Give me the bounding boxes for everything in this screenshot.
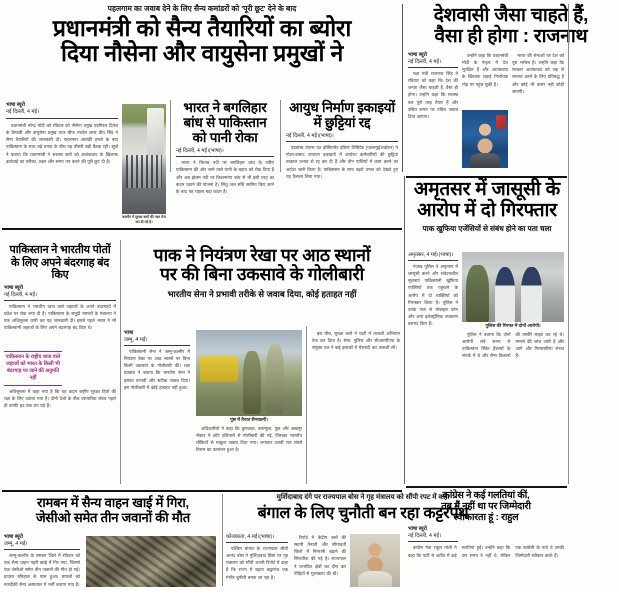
rajnath-col3: [512, 52, 564, 170]
loc-col1-body: पाकिस्तानी सेना ने जम्मू-कश्मीर में नियंत्रण रेखा पर आठ स्थानों पर बिना किसी उकसावे के गोलीबारी की। रक्षा प्रवक्ता ने बताया कि भारतीय सेना ने इसका प्रभावी और सटीक जवाब दिया। इस गोलीबारी में कोई हताहत नहीं हुआ।: [124, 349, 190, 390]
baglihar-body: भारत ने चिनाब नदी पर बगलिहार बांध के जरिए पाकिस्तान की ओर जाने वाले पानी के बहाव को रोक दिया है और अब झेलम नदी पर किशनगंगा बांध से भी इसी तरह का कदम उठाने की योजना है। सिंधु जल संधि स्थगित किए जाने के बाद यह पहला बड़ा कदम है।: [176, 160, 274, 194]
lead-headline-line2: दिया नौसेना और वायुसेना प्रमुखों ने: [60, 39, 344, 66]
ports-story: [4, 244, 116, 468]
divider-loc-col3: [306, 326, 307, 484]
lead-photo-caption: कश्मीर में सुरक्षा बलों की गश्त तेज कर दी गई है।: [122, 215, 166, 224]
baglihar-byline: नई दिल्ली, 4 मई।(भाषा)।: [176, 148, 224, 155]
amritsar-photo-caption: पुलिस की गिरफ्त में दोनों आरोपी।: [485, 323, 541, 328]
ordnance-byline: नई दिल्ली, 4 मई।(भाषा)।: [286, 133, 334, 140]
bengal-col2-body: रिपोर्ट में केंद्रीय बलों की स्थायी तैनाती और सीमावर्ती जिलों में निगरानी बढ़ाने की सिफारिश की गई है। राज्यपाल ने प्रभावित क्षेत्रों का दौरा कर पीड़ितों से मुलाकात की थी।: [294, 535, 346, 576]
rajnath-byline-place: नई दिल्ली, 4 मई।: [408, 59, 441, 66]
rajnath-col3-body: भारत की सेनाओं पर देश को पूरा भरोसा है। उन्होंने कहा कि सरकार आतंकवाद को जड़ से समाप्त करने के लिए प्रतिबद्ध है और कोई भी कसर नहीं छोड़ी जाएगी।: [512, 53, 564, 94]
loc-col3-body: इस बीच, सुरक्षा बलों ने घाटी में तलाशी अभियान तेज कर दिया है। सेना, पुलिस और सीआरपीएफ के संयुक्त दल ने कई इलाकों में घेराबंदी कर तलाशी ली।: [312, 331, 400, 351]
lead-kicker: पहलगाम का जवाब देने के लिए सैन्य कमांडरों को 'पूरी छूट' देने के बाद: [107, 4, 297, 13]
ramban-headline-line2: जेसीओ समेत तीन जवानों की मौत: [35, 509, 191, 525]
channel-logo-icon: [496, 115, 506, 129]
bengal-headline: बंगाल के लिए चुनौती बन रहा कट्टरपंथ: [257, 504, 469, 522]
bengal-col1: [226, 534, 288, 593]
bengal-col1-body: पश्चिम बंगाल के राज्यपाल सीवी आनंद बोस ने मुर्शिदाबाद हिंसा पर गृह मंत्रालय को सौंपी अपनी रिपोर्ट में कहा है कि राज्य में बढ़ता कट्टरपंथ एक गंभीर चुनौती बनता जा रहा है।: [226, 546, 288, 580]
lead-photo: [122, 104, 166, 214]
bengal-byline: कोलकाता, 4 मई।(भाषा)।: [226, 534, 275, 540]
ports-callout-box: [4, 351, 62, 386]
lead-text-column: [6, 102, 118, 240]
ramban-story: [4, 496, 222, 525]
soldier-figure-1: [243, 351, 261, 415]
ordnance-headline: आयुध निर्माण इकाइयों में छुट्टियां रद्द: [289, 100, 395, 131]
loc-col2-body: अधिकारियों ने कहा कि कुपवाड़ा, बारामूला, पुंछ और अखनूर सेक्टर में छोटे हथियारों से गोलीबारी की गई, जिसका भारतीय चौकियों से माकूल जवाब दिया गया। लगातार दसवीं रात संघर्ष विराम का उल्लंघन हुआ है।: [196, 425, 302, 453]
lead-headline-line1: प्रधानमंत्री को सैन्य तैयारियों का ब्योरा: [52, 15, 352, 42]
loc-headline-line1: पाक ने नियंत्रण रेखा पर आठ स्थानों: [153, 245, 371, 265]
rajnath-col1-body: रक्षा मंत्री राजनाथ सिंह ने रविवार को कहा कि देश की जनता जैसा चाहती है, वैसा ही होगा। उन्होंने कहा कि सशस्त्र बल पूरी तरह तैयार हैं और उचित समय पर उचित जवाब दिया जाएगा।: [408, 71, 458, 119]
ramban-photo-wrap: [86, 536, 216, 587]
loc-byline-agency: भाषा: [124, 330, 134, 336]
rule-above-bottom: [2, 490, 402, 492]
ports-headline: पाकिस्तान ने भारतीय पोतों के लिए अपने बंदरगाह बंद किए: [9, 244, 111, 282]
loc-story: [124, 246, 400, 299]
bose-portrait-torso: [358, 571, 392, 587]
loc-photo-wrap: [196, 330, 302, 481]
detainee-figure-1: [495, 267, 515, 322]
detainee-figure-2: [521, 267, 541, 322]
ports-byline-place: नई दिल्ली, 4 मई।: [4, 291, 37, 298]
divider-center-right-mid: [404, 176, 405, 484]
lead-photo-wrap: [122, 104, 166, 224]
bengal-kicker: मुर्शिदाबाद दंगे पर राज्यपाल बोस ने गृह मंत्रालय को सौंपी रपट में कहा: [276, 494, 450, 501]
rahul-headline-line3: स्वीकारता हूं : राहुल: [453, 512, 519, 524]
rahul-headline-line2: तब मैं नहीं था पर जिम्मेदारी: [441, 501, 531, 513]
lead-byline-agency: भाषा ब्यूरो: [6, 102, 25, 108]
loc-headline-line2: पर की बिना उकसावे के गोलीबारी: [160, 263, 364, 284]
ordnance-body: एडवांस्ड वेपन्स एंड इक्विपमेंट इंडिया लिमिटेड (एडब्ल्यूईआईएल) ने गोला-बारूद उत्पादन इकाइयों में कार्यरत कर्मचारियों की छुट्टियां तत्काल प्रभाव से रद्द कर दी हैं और तीन पालियों में काम करने का आदेश जारी किया है। पाकिस्तान के साथ बढ़ते तनाव को देखते हुए यह फैसला लिया गया।: [286, 145, 398, 179]
ports-body-1: पाकिस्तान ने भारतीय ध्वज वाले जहाजों के अपने बंदरगाहों में प्रवेश पर रोक लगा दी है। पाकिस्तान के समुद्री मामलों के मंत्रालय ने एक अधिसूचना जारी कर यह जानकारी दी। इससे पहले भारत ने भी पाकिस्तानी जहाजों के लिए अपने बंदरगाह बंद किए थे।: [4, 303, 116, 330]
amritsar-photo-wrap: [462, 252, 564, 383]
rajnath-col2-body: उन्होंने कहा कि प्रधानमंत्री मोदी के नेतृत्व में देश सुरक्षित है और आतंकवाद के खिलाफ लड़ाई निर्णायक मोड़ पर पहुंच चुकी है।: [462, 53, 508, 87]
amritsar-headline-line2: आरोप में दो गिरफ्तार: [417, 199, 557, 221]
portrait-torso: [470, 153, 499, 168]
rajnath-photo: [462, 110, 508, 168]
divider-bottom-left-center: [222, 494, 223, 586]
rahul-headline-line1: कांग्रेस ने कई गलतियां कीं,: [442, 490, 530, 501]
ports-callout-text: पाकिस्तान के राष्ट्रीय ध्वज वाले जहाजों को भारत के किसी भी बंदरगाह पर जाने की अनुमति नहीं: [5, 353, 61, 382]
rajnath-headline-line1: देशवासी जैसा चाहते हैं,: [433, 5, 589, 26]
baglihar-story: [176, 100, 274, 221]
rajnath-col2: [462, 52, 508, 168]
loc-photo: [196, 330, 302, 416]
rahul-byline-place: नई दिल्ली, 4 मई।: [408, 533, 441, 540]
loc-subhead: भारतीय सेना ने प्रभावी तरीके से जवाब दिया, कोई हताहत नहीं: [167, 288, 357, 299]
lead-story: [4, 4, 400, 65]
amritsar-headline-line1: अमृतसर में जासूसी के: [413, 179, 561, 200]
military-vehicle-shape: [200, 356, 238, 382]
baglihar-headline: भारत ने बगलिहार बांध से पाकिस्तान को पानी रोका: [183, 100, 267, 146]
rule-above-amritsar: [406, 176, 567, 178]
bengal-photo: [350, 534, 400, 587]
amritsar-byline: अमृतसर, 4 मई।(भाषा)।: [408, 252, 454, 258]
soldier-figure-2: [266, 344, 284, 415]
amritsar-subhead: पाक खुफिया एजेंसियों से संबंध होने का पता चला: [422, 224, 552, 234]
divider-midtop-b: [280, 100, 281, 172]
ordnance-story: [286, 100, 398, 206]
rule-above-bottom-right: [406, 486, 567, 488]
amritsar-col2-body: पुलिस ने बताया कि दोनों आरोपी लंबे समय से पाकिस्तान स्थित हैंडलरों के संपर्क में थे और सैन्य ठिकानों की तस्वीरें साझा कर रहे थे। मामले की जांच जारी है और आगे और गिरफ्तारियां संभव हैं।: [462, 331, 564, 359]
divider-right-edge: [568, 4, 569, 484]
rajnath-byline-agency: भाषा ब्यूरो: [408, 52, 427, 58]
rahul-byline-agency: भाषा ब्यूरो: [408, 526, 427, 533]
amritsar-col1-body: पंजाब पुलिस ने अमृतसर में जासूसी करने और संवेदनशील सूचनाएं पाकिस्तानी खुफिया एजेंसियों तक पहुंचाने के आरोप में दो व्यक्तियों को गिरफ्तार किया है। पुलिस ने उनके पास से मोबाइल फोन और अन्य इलेक्ट्रॉनिक उपकरण बरामद किए हैं।: [408, 264, 458, 327]
ramban-byline-place: जम्मू, 4 मई।: [4, 541, 28, 548]
lead-byline-place: नई दिल्ली, 4 मई।: [6, 109, 39, 116]
police-officer-figure: [466, 265, 488, 322]
divider-ports-center: [120, 240, 121, 484]
ramban-photo: [86, 536, 216, 587]
ramban-headline-line1: रामबन में सैन्य वाहन खाई में गिरा,: [37, 495, 189, 510]
column-divider-top: [402, 4, 403, 172]
ramban-byline-agency: भाषा ब्यूरो: [4, 534, 23, 540]
divider-midtop-a: [170, 100, 171, 172]
loc-col1: [124, 330, 190, 496]
amritsar-photo: [462, 252, 564, 322]
amritsar-col1: [408, 252, 458, 397]
loc-photo-caption: पुंछ में तैनात सैन्यकर्मी।: [230, 417, 268, 422]
amritsar-story: [408, 180, 566, 234]
ramban-body: जम्मू-कश्मीर के रामबन जिले में रविवार को एक सैन्य वाहन गहरी खाई में गिर गया, जिससे एक जेसीओ समेत तीन जवानों की मौत हो गई। हादसा बनिहाल के पास हुआ। घायलों को नजदीकी सैन्य अस्पताल में भर्ती कराया गया है।: [4, 553, 80, 587]
lead-body: प्रधानमंत्री नरेन्द्र मोदी को रविवार को नौसेना प्रमुख एडमिरल दिनेश के त्रिपाठी और वायुसेना प्रमुख एयर चीफ मार्शल अमर प्रीत सिंह ने सैन्य तैयारियों की जानकारी दी। पहलगाम आतंकी हमले के बाद पाकिस्तान के साथ बढ़े तनाव के बीच यह तीसरी बड़ी बैठक रही। सूत्रों ने बताया कि प्रधानमंत्री ने सशस्त्र बलों को आतंकवाद के खिलाफ कार्रवाई का तरीका, लक्ष्य और समय तय करने की पूरी छूट दी है।: [6, 123, 118, 164]
rajnath-headline-line2: वैसा ही होगा : राजनाथ: [434, 25, 588, 47]
rahul-story: [408, 490, 564, 584]
ports-byline-agency: भाषा ब्यूरो: [4, 284, 23, 291]
rahul-body: कांग्रेस नेता राहुल गांधी ने कहा कि पार्टी से अतीत में कई गलतियां हुईं। उन्होंने कहा कि उस समय वे नहीं थे, लेकिन एक कांग्रेसी के नाते वे उनकी जिम्मेदारी स्वीकार करते हैं।: [408, 545, 564, 558]
loc-byline-place: जम्मू, 4 मई।: [124, 337, 148, 344]
rule-above-mid-band: [2, 228, 402, 230]
bengal-col2: [294, 534, 346, 586]
ramban-text: [4, 534, 80, 600]
ports-body-2: अधिसूचना में कहा गया है कि यह कदम राष्ट्रीय सुरक्षा हितों की रक्षा के लिए उठाया गया है। दोनों देशों के बीच व्यापारिक संबंध पहले ही काफी हद तक ठप पड़े हैं।: [4, 388, 116, 408]
rajnath-col1: [408, 52, 458, 180]
rajnath-story: [408, 6, 614, 47]
bengal-photo-wrap: [350, 534, 400, 587]
loc-col3: [312, 330, 400, 478]
